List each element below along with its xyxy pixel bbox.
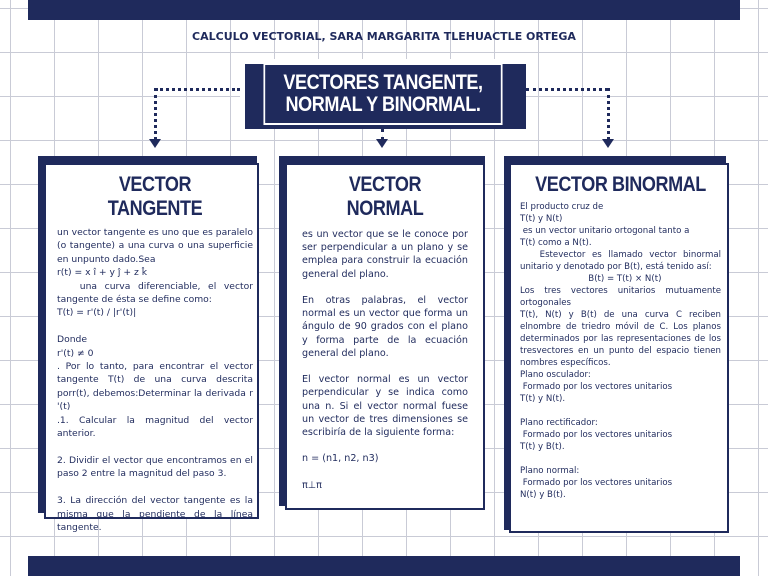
card-title: VECTOR BINORMAL [535, 173, 706, 196]
card-title: VECTOR NORMAL [346, 173, 424, 220]
top-bar [28, 0, 740, 20]
card-title: VECTOR TANGENTE [107, 173, 203, 220]
connector-left [155, 88, 240, 91]
bottom-bar [28, 556, 740, 576]
card-body: es un vector que se le conoce por ser perpendicular a un plano y se emplea para construir la ecuación general del plano. En otras palabras, el vector normal es un vector que forma un ángulo de 90 grados con el plano y forma parte de la ecuación general del plano. El vector normal es un vector perpendicular y se indica como una n. Si el vector normal fuese un vector de tres dimensiones se escribiría de la siguiente forma: n = (n1, n2, n3) π⊥π [302, 229, 468, 491]
arrow-down-icon [376, 139, 388, 148]
card-vector-binormal [509, 163, 729, 533]
arrow-down-icon [149, 139, 161, 148]
card-body: un vector tangente es uno que es paralelo (o tangente) a una curva o una superficie en unpunto dado.Sea r(t) = x î + y ĵ + z k̂ una curva diferenciable, el vector tangente de ésta se define como: T(t) = r'(t) / |r'(t)| Donde r'(t) ≠ 0 . Por lo tanto, para encontrar el vector tangente T(t) de una curva descrita porr(t), debemos:Determinar la derivada r '(t) .1. Calcular la magnitud del vector anterior. 2. Dividir el vector que encontramos en el paso 2 entre la magnitud del paso 3. 3. La dirección del vector tangente es la misma que la pendiente de la línea tangente. [57, 227, 253, 533]
card-vector-normal [285, 163, 485, 510]
connector-right-drop [607, 88, 610, 140]
page-title: VECTORES TANGENTE, NORMAL Y BINORMAL. [263, 63, 502, 125]
card-vector-tangente [44, 163, 259, 533]
connector-right [526, 88, 608, 91]
arrow-down-icon [602, 139, 614, 148]
connector-left-drop [154, 88, 157, 140]
author-line: CALCULO VECTORIAL, SARA MARGARITA TLEHUACTLE ORTEGA [192, 30, 576, 43]
card-body: El producto cruz de T(t) y N(t) es un vector unitario ortogonal tanto a T(t) como a N(t). Estevector es llamado vector binormal unitario y denotado por B(t), está tenido así: B(t) = T(t) × N(t) Los tres vectores unitarios mutuamente ortogonales T(t), N(t) y B(t) de una curva C reciben elnombre de triedro móvil de C. Los planos determinados por las representaciones de los tresvectores en un punto del espacio tienen nombres específicos. Plano osculador: Formado por los vectores unitarios T(t) y N(t). Plano rectificador: Formado por los vectores unitarios T(t) y B(t). Plano normal: Formado por los vectores unitarios N(t) y B(t). [520, 202, 721, 500]
